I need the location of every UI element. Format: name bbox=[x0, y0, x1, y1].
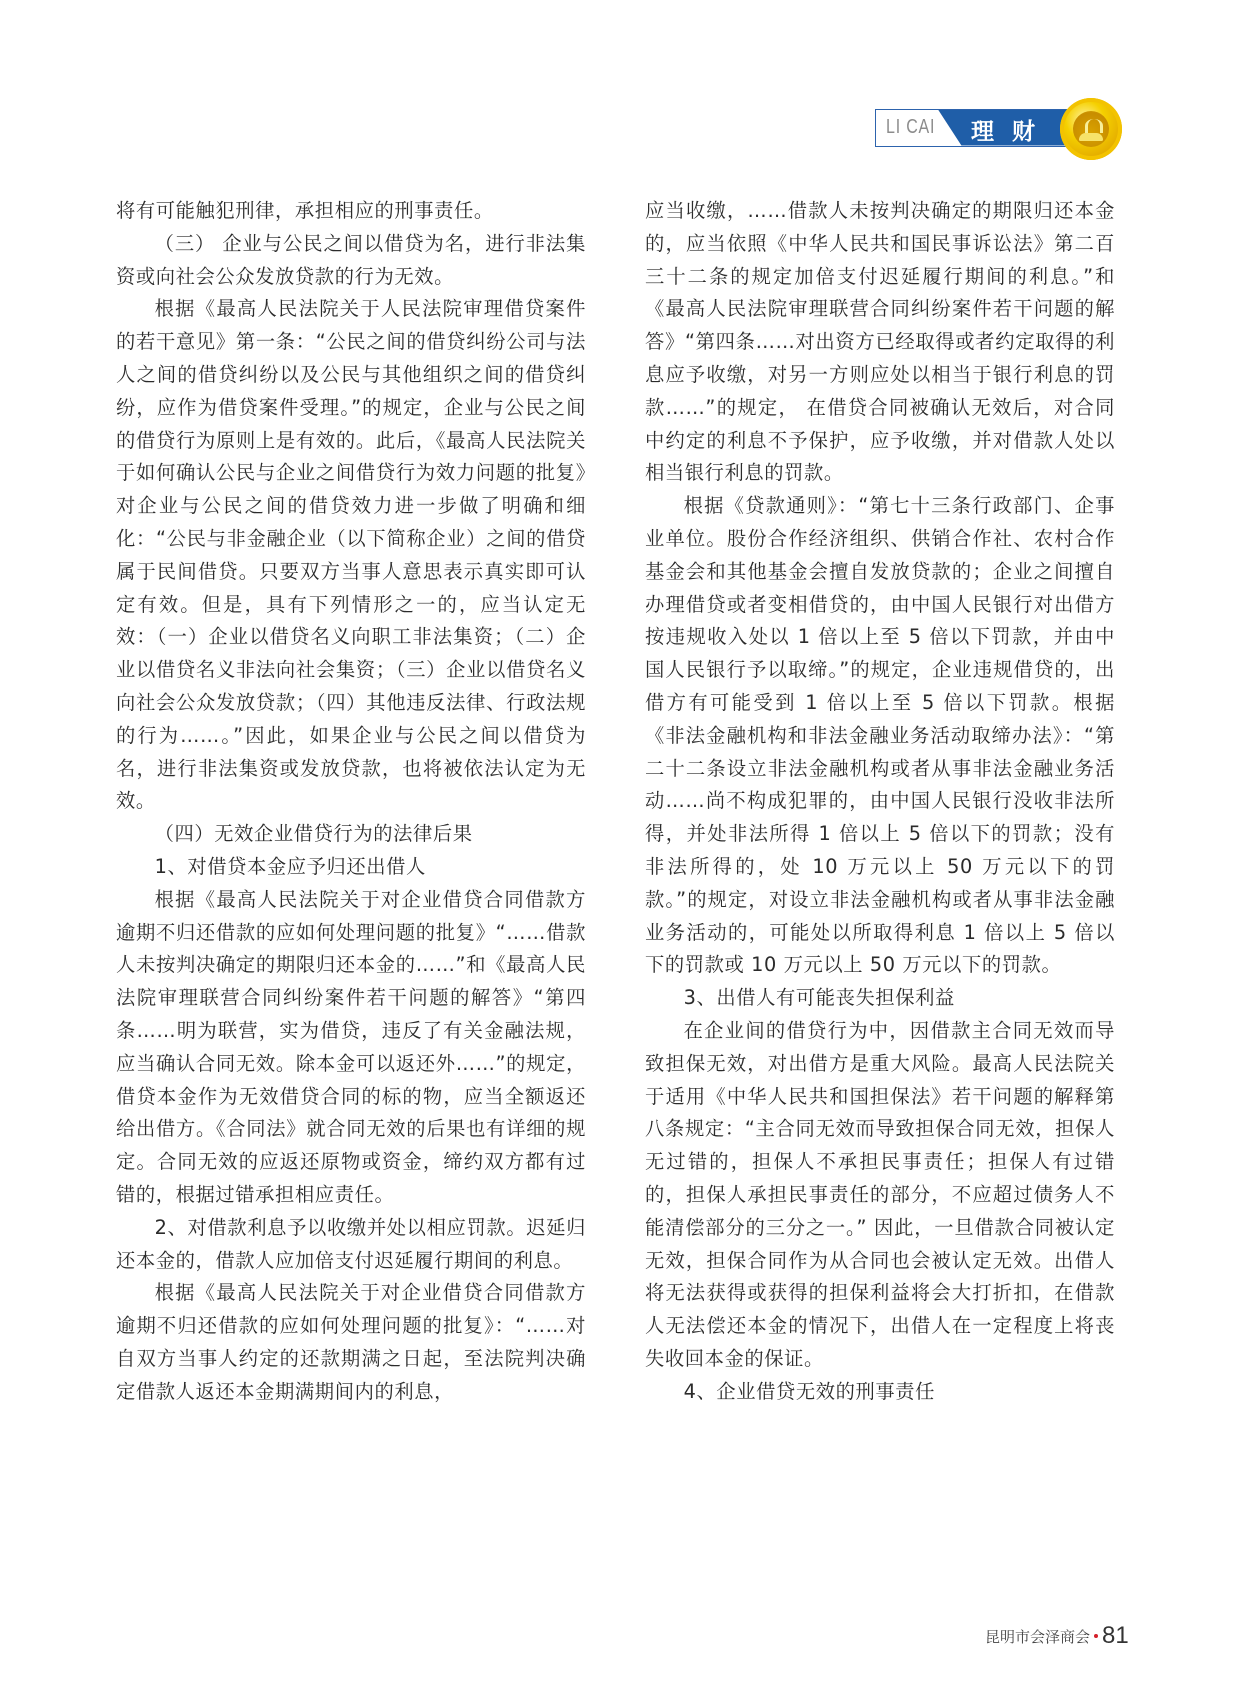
paragraph: 在企业间的借贷行为中，因借款主合同无效而导致担保无效，对出借方是重大风险。最高人民法院关于适用《中华人民共和国担保法》若干问题的解释第八条规定：“主合同无效而导致担保合同无效，担保人无过错的，担保人不承担民事责任；担保人有过错的，担保人承担民事责任的部分，不应超过债务人不能清偿部分的三分之一。” 因此，一旦借款合同被认定无效，担保合同作为从合同也会被认定无效。出借人将无法获得或获得的担保利益将会大打折扣，在借款人无法偿还本金的情况下，出借人在一定程度上将丧失收回本金的保证。 bbox=[645, 1018, 1115, 1370]
separator-dot-icon bbox=[1094, 1634, 1098, 1638]
section-tag-latin: LI CAI bbox=[886, 115, 936, 138]
left-column bbox=[116, 195, 586, 1408]
section-tag bbox=[875, 109, 1069, 147]
gold-medal-emblem-icon bbox=[1060, 98, 1122, 160]
paragraph: 应当收缴，……借款人未按判决确定的期限归还本金的，应当依照《中华人民共和国民事诉讼法》第二百三十二条的规定加倍支付迟延履行期间的利息。”和《最高人民法院审理联营合同纠纷案件若干问题的解答》“第四条……对出资方已经取得或者约定取得的利息应予收缴，对另一方则应处以相当于银行利息的罚款……”的规定， 在借贷合同被确认无效后，对合同中约定的利息不予保护，应予收缴，并对借款人处以相当银行利息的罚款。 bbox=[645, 199, 1115, 485]
paragraph-heading: （四）无效企业借贷行为的法律后果 bbox=[154, 822, 473, 846]
paragraph-subheading: 4、企业借贷无效的刑事责任 bbox=[683, 1379, 936, 1403]
paragraph-subheading: 1、对借贷本金应予归还出借人 bbox=[154, 854, 426, 878]
paragraph: 根据《最高人民法院关于对企业借贷合同借款方逾期不归还借款的应如何处理问题的批复》“……借款人未按判决确定的期限归还本金的……”和《最高人民法院审理联营合同纠纷案件若干问题的解答》“第四条……明为联营，实为借贷，违反了有关金融法规，应当确认合同无效。除本金可以返还外……”的规定，借贷本金作为无效借贷合同的标的物，应当全额返还给出借方。《合同法》就合同无效的后果也有详细的规定。合同无效的应返还原物或资金，缔约双方都有过错的，根据过错承担相应责任。 bbox=[116, 887, 586, 1206]
paragraph-subheading: 3、出借人有可能丧失担保利益 bbox=[683, 986, 955, 1010]
medal-inner-emblem bbox=[1073, 111, 1109, 147]
page-number: 81 bbox=[1102, 1622, 1129, 1649]
paragraph: 根据《最高人民法院关于对企业借贷合同借款方逾期不归还借款的应如何处理问题的批复》：“……对自双方当事人约定的还款期满之日起，至法院判决确定借款人返还本金期满期间内的利息， bbox=[116, 1281, 586, 1403]
paragraph: 根据《贷款通则》：“第七十三条行政部门、企事业单位。股份合作经济组织、供销合作社、农村合作基金会和其他基金会擅自发放贷款的；企业之间擅自办理借贷或者变相借贷的，由中国人民银行对出借方按违规收入处以 1 倍以上至 5 倍以下罚款，并由中国人民银行予以取缔。”的规定，企业违规借贷的，出借方有可能受到 1 倍以上至 5 倍以下罚款。根据《非法金融机构和非法金融业务活动取缔办法》：“第二十二条设立非法金融机构或者从事非法金融业务活动……尚不构成犯罪的，由中国人民银行没收非法所得，并处非法所得 1 倍以上 5 倍以下的罚款；没有非法所得的，处 10 万元以上 50 万元以下的罚款。”的规定，对设立非法金融机构或者从事非法金融业务活动的，可能处以所取得利息 1 倍以上 5 倍以下的罚款或 10 万元以上 50 万元以下的罚款。 bbox=[645, 494, 1115, 977]
paragraph-heading: （三） 企业与公民之间以借贷为名，进行非法集资或向社会公众发放贷款的行为无效。 bbox=[116, 231, 586, 288]
right-column bbox=[645, 195, 1115, 1408]
paragraph-subheading: 2、对借款利息予以收缴并处以相应罚款。迟延归还本金的，借款人应加倍支付迟延履行期间的利息。 bbox=[116, 1215, 586, 1272]
page-footer bbox=[985, 1622, 1129, 1650]
section-tag-chinese: 理财 bbox=[971, 117, 1053, 145]
publication-name: 昆明市会泽商会 bbox=[985, 1627, 1091, 1646]
paragraph: 将有可能触犯刑律，承担相应的刑事责任。 bbox=[116, 199, 494, 222]
section-header bbox=[875, 106, 1069, 149]
paragraph: 根据《最高人民法院关于人民法院审理借贷案件的若干意见》第一条：“公民之间的借贷纠纷公司与法人之间的借贷纠纷以及公民与其他组织之间的借贷纠纷，应作为借贷案件受理。”的规定，企业与公民之间的借贷行为原则上是有效的。此后，《最高人民法院关于如何确认公民与企业之间借贷行为效力问题的批复》对企业与公民之间的借贷效力进一步做了明确和细化：“公民与非金融企业（以下简称企业）之间的借贷属于民间借贷。只要双方当事人意思表示真实即可认定有效。但是，具有下列情形之一的，应当认定无效：（一）企业以借贷名义向职工非法集资；（二）企业以借贷名义非法向社会集资；（三）企业以借贷名义向社会公众发放贷款；（四）其他违反法律、行政法规的行为……。”因此，如果企业与公民之间以借贷为名，进行非法集资或发放贷款，也将被依法认定为无效。 bbox=[116, 297, 586, 813]
